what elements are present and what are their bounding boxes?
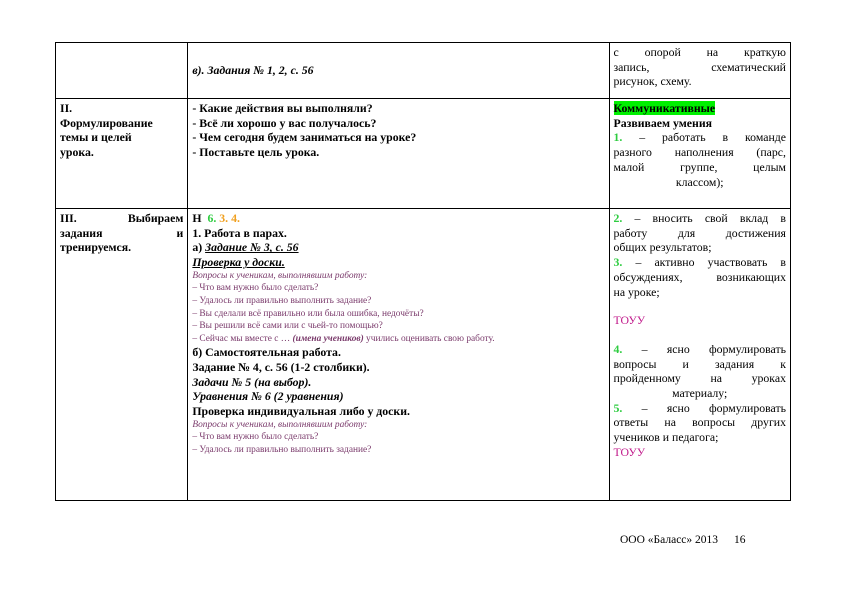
uud-subheading: Развиваем умения [613, 115, 712, 130]
question-line: – Что вам нужно было сделать? [192, 283, 319, 294]
task-line: Задание № 3, с. 56 [205, 240, 299, 255]
uud-line: с опорой на краткую [613, 45, 786, 59]
question-line: - Поставьте цель урока. [192, 145, 320, 160]
question-line: - Всё ли хорошо у вас получалось? [192, 115, 377, 130]
item-number: 2. [613, 211, 623, 225]
toyu-label: ТОУУ [613, 444, 646, 459]
task-prefix: а) [192, 240, 203, 255]
item-number: 3. [613, 255, 623, 270]
toyu-label: ТОУУ [613, 313, 646, 328]
questions-heading: Вопросы к ученикам, выполнявшим работу: [192, 419, 368, 430]
task-line: Уравнения № 6 (2 уравнения) [192, 389, 344, 404]
stage-number: II. [60, 101, 73, 115]
lesson-table [55, 42, 791, 501]
item-number: 6. [207, 211, 217, 225]
uud-line: запись, схематический [613, 59, 786, 74]
uud-line: – активно участвовать в [635, 255, 786, 270]
uud-line: на уроке; [613, 284, 660, 299]
uud-line: разного наполнения (парс, [613, 145, 786, 160]
item-number: 1. [613, 130, 623, 145]
uud-line: – вносить свой вклад в [634, 211, 787, 225]
question-line: - Какие действия вы выполняли? [192, 101, 373, 115]
task-line: Задачи № 5 (на выбор). [192, 374, 312, 389]
question-line: – Вы сделали всё правильно или была ошибка, недочёты? [192, 308, 424, 319]
uud-line: пройденному на уроках [613, 371, 786, 386]
uud-line: – ясно формулировать [641, 400, 786, 415]
question-line: – Сейчас мы вместе с … [192, 333, 291, 344]
item-number: 4. [613, 341, 623, 356]
uud-cell [609, 43, 791, 99]
uud-line: материалу; [672, 386, 728, 401]
stage-title-line: темы и целей [60, 130, 132, 145]
question-line: учились оценивать свою работу. [366, 333, 495, 344]
uud-line: работу для достижения [613, 225, 786, 240]
task-line: в). Задания № 1, 2, с. 56 [192, 63, 314, 78]
uud-line: – работать в команде [639, 130, 786, 145]
question-line: – Что вам нужно было сделать? [192, 432, 319, 443]
work-type: 1. Работа в парах. [192, 225, 287, 240]
uud-line: – ясно формулировать [641, 341, 786, 356]
stage-title-line: III. Выбираем [60, 211, 184, 225]
work-type: б) Самостоятельная работа. [192, 345, 341, 360]
stage-title-line: Формулирование [60, 115, 153, 130]
uud-line: малой группе, целым [613, 159, 786, 174]
stage-title-line: урока. [60, 145, 94, 160]
uud-cell [609, 209, 791, 501]
question-line: – Удалось ли правильно выполнить задание? [192, 296, 372, 306]
stage-cell [56, 99, 188, 209]
level-marker: Н [192, 211, 202, 225]
names-placeholder: (имена учеников) [292, 333, 364, 344]
uud-line: общих результатов; [613, 240, 712, 255]
publisher-label: ООО «Баласс» 2013 [620, 534, 719, 546]
uud-line: ответы на вопросы других [613, 415, 786, 430]
uud-line: вопросы и задания к [613, 356, 786, 371]
stage-title-line: задания и [60, 225, 184, 240]
table-row [56, 209, 791, 501]
table-row [56, 43, 791, 99]
check-line: Проверка у доски. [192, 255, 285, 270]
content-cell [188, 43, 609, 99]
content-cell [188, 209, 609, 501]
content-cell [188, 99, 609, 209]
question-line: – Вы решили всё сами или с чьей-то помощью? [192, 321, 383, 332]
uud-line: учеников и педагога; [613, 430, 719, 445]
uud-line: классом); [675, 174, 724, 189]
uud-heading: Коммуникативные [613, 101, 716, 115]
question-line: - Чем сегодня будем заниматься на уроке? [192, 130, 417, 145]
table-row [56, 99, 791, 209]
stage-cell [56, 43, 188, 99]
questions-heading: Вопросы к ученикам, выполнявшим работу: [192, 270, 368, 281]
uud-line: рисунок, схему. [613, 74, 692, 89]
uud-line: обсуждениях, возникающих [613, 269, 786, 284]
page-number: 16 [734, 534, 746, 546]
uud-cell [609, 99, 791, 209]
page-footer [620, 534, 746, 546]
item-number: 4. [231, 211, 240, 225]
stage-title-line: тренируемся. [60, 240, 132, 255]
item-number: 3. [219, 211, 229, 225]
check-line: Проверка индивидуальная либо у доски. [192, 404, 410, 419]
stage-cell [56, 209, 188, 501]
item-number: 5. [613, 400, 623, 415]
question-line: – Удалось ли правильно выполнить задание? [192, 445, 372, 456]
task-line: Задание № 4, с. 56 (1-2 столбики). [192, 360, 370, 375]
